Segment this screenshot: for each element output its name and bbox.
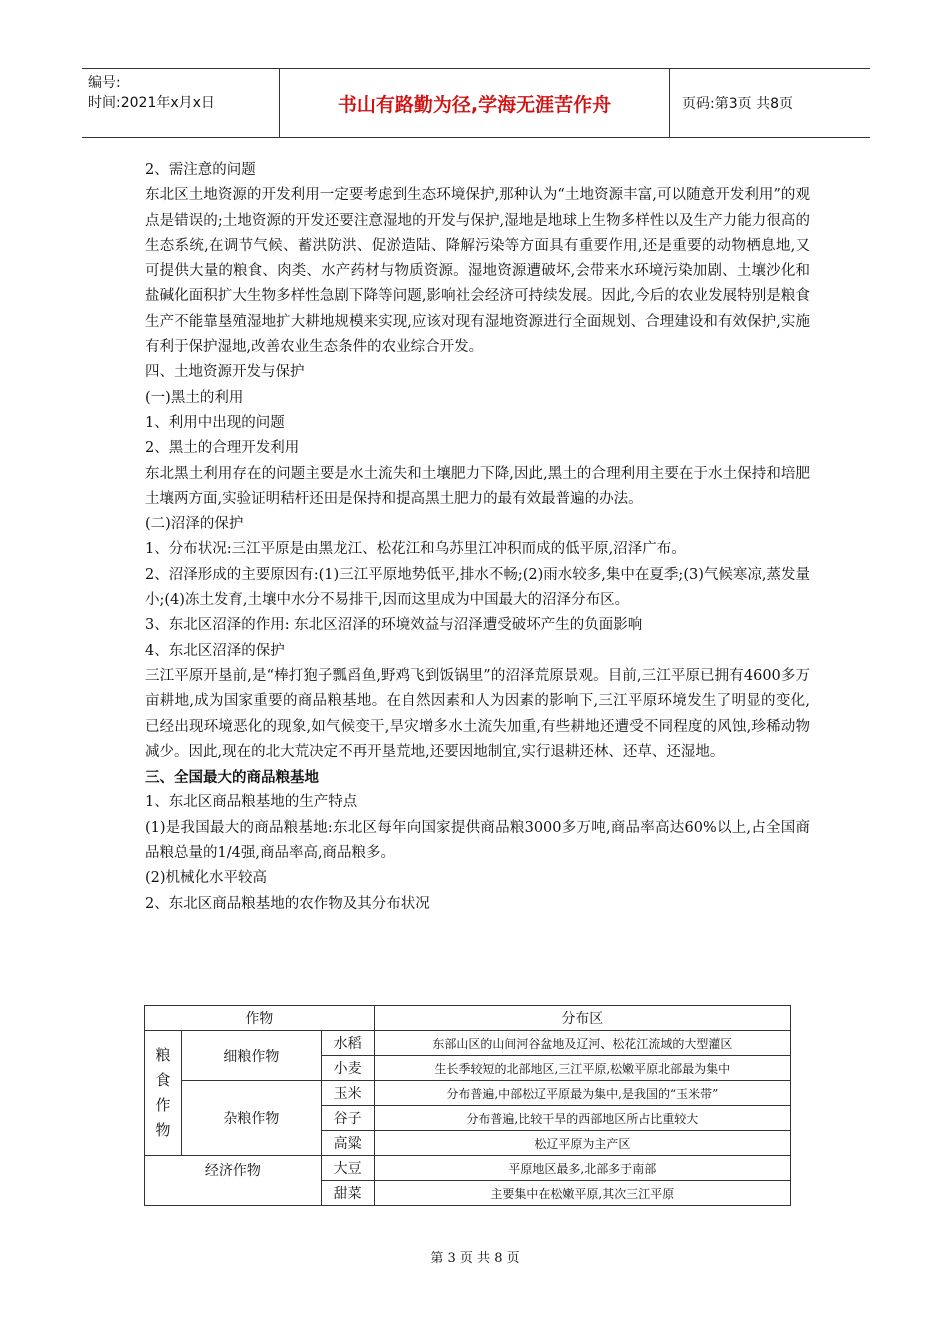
page-footer: 第 3 页 共 8 页: [430, 1251, 520, 1266]
header-crop: 作物: [145, 1006, 375, 1031]
coarse-grain-label: 杂粮作物: [181, 1081, 321, 1156]
document-body: [145, 158, 810, 917]
paragraph: 1、分布状况:三江平原是由黑龙江、松花江和乌苏里江冲积而成的低平原,沼泽广布。: [145, 541, 686, 558]
paragraph: 1、利用中出现的问题: [145, 414, 285, 431]
page-header: [82, 68, 870, 138]
paragraph: 2、东北区商品粮基地的农作物及其分布状况: [145, 895, 430, 912]
paragraph: (二)沼泽的保护: [145, 516, 244, 533]
economic-label: 经济作物: [145, 1156, 322, 1206]
number-label: 编号:: [88, 75, 121, 91]
crop-name: 甜菜: [321, 1181, 374, 1206]
crop-name: 水稻: [321, 1031, 374, 1056]
header-meta: [82, 69, 280, 137]
paragraph: 东北黑土利用存在的问题主要是水土流失和土壤肥力下降,因此,黑土的合理利用主要在于水土保持和培肥土壤两方面,实验证明秸杆还田是保持和提高黑土肥力的最有效最普遍的办法。: [145, 465, 810, 507]
crop-distribution: 主要集中在松嫩平原,其次三江平原: [374, 1181, 790, 1206]
paragraph: 2、沼泽形成的主要原因有:(1)三江平原地势低平,排水不畅;(2)雨水较多,集中在夏季;(3)气候寒凉,蒸发量小;(4)冻土发育,土壤中水分不易排干,因而这里成为中国最大的沼泽分布区。: [145, 566, 810, 609]
paragraph: (1)是我国最大的商品粮基地:东北区每年向国家提供商品粮3000多万吨,商品率高达60%以上,占全国商品粮总量的1/4强,商品率高,商品粮多。: [145, 819, 810, 862]
crop-distribution: 松辽平原为主产区: [374, 1131, 790, 1156]
crop-distribution: 平原地区最多,北部多于南部: [374, 1156, 790, 1181]
paragraph: (2)机械化水平较高: [145, 870, 268, 887]
grain-label: 粮食作物: [155, 1046, 171, 1139]
paragraph: (一)黑土的利用: [145, 389, 244, 406]
page-code: 页码:第3页 共8页: [682, 96, 793, 112]
crop-name: 大豆: [321, 1156, 374, 1181]
section-heading: 四、土地资源开发与保护: [145, 364, 305, 381]
table-row: [145, 1081, 791, 1106]
header-motto: 书山有路勤为径,学海无涯苦作舟: [280, 69, 670, 137]
table-row: [145, 1031, 791, 1056]
crop-name: 小麦: [321, 1056, 374, 1081]
crop-distribution: 分布普遍,比较干旱的西部地区所占比重较大: [374, 1106, 790, 1131]
table-header-row: [145, 1006, 791, 1031]
crop-distribution: 分布普遍,中部松辽平原最为集中,是我国的“玉米带”: [374, 1081, 790, 1106]
crop-name: 玉米: [321, 1081, 374, 1106]
crop-distribution: 东部山区的山间河谷盆地及辽河、松花江流域的大型灌区: [374, 1031, 790, 1056]
paragraph: 2、需注意的问题: [145, 162, 256, 178]
crop-distribution: 生长季较短的北部地区,三江平原,松嫩平原北部最为集中: [374, 1056, 790, 1081]
section-heading: 三、全国最大的商品粮基地: [145, 769, 319, 787]
crop-name: 高粱: [321, 1131, 374, 1156]
paragraph: 2、黑土的合理开发利用: [145, 440, 300, 457]
paragraph: 三江平原开垦前,是“棒打狍子瓢舀鱼,野鸡飞到饭锅里”的沼泽荒原景观。目前,三江平原已拥有4600多万亩耕地,成为国家重要的商品粮基地。在自然因素和人为因素的影响下,三江平原环境发生了明显的变化,已经出现环境恶化的现象,如气候变干,旱灾增多水土流失加重,有些耕地还遭受不同程度的风蚀,珍稀动物减少。因此,现在的北大荒决定不再开垦荒地,还要因地制宜,实行退耕还林、还草、还湿地。: [145, 667, 810, 760]
header-distribution: 分布区: [374, 1006, 790, 1031]
crop-name: 谷子: [321, 1106, 374, 1131]
time-label: 时间:2021年x月x日: [88, 95, 215, 111]
paragraph: 1、东北区商品粮基地的生产特点: [145, 794, 358, 811]
paragraph: 4、东北区沼泽的保护: [145, 642, 285, 659]
paragraph: 东北区土地资源的开发利用一定要考虑到生态环境保护,那种认为“土地资源丰富,可以随意开发利用”的观点是错误的;土地资源的开发还要注意湿地的开发与保护,湿地是地球上生物多样性以及生产力能力很高的生态系统,在调节气候、蓄洪防洪、促淤造陆、降解污染等方面具有重要作用,还是重要的动物栖息地,又可提供大量的粮食、肉类、水产药材与物质资源。湿地资源遭破坏,会带来水环境污染加剧、土壤沙化和盐碱化面积扩大生物多样性急剧下降等问题,影响社会经济可持续发展。因此,今后的农业发展特别是粮食生产不能靠垦殖湿地扩大耕地规模来实现,应该对现有湿地资源进行全面规划、合理建设和有效保护,实施有利于保护湿地,改善农业生态条件的农业综合开发。: [145, 187, 810, 356]
fine-grain-label: 细粮作物: [181, 1031, 321, 1081]
crop-table: [144, 1005, 791, 1206]
grain-label-cell: [145, 1031, 182, 1156]
paragraph: 3、东北区沼泽的作用: 东北区沼泽的环境效益与沼泽遭受破坏产生的负面影响: [145, 617, 643, 634]
table-row: [145, 1156, 791, 1181]
